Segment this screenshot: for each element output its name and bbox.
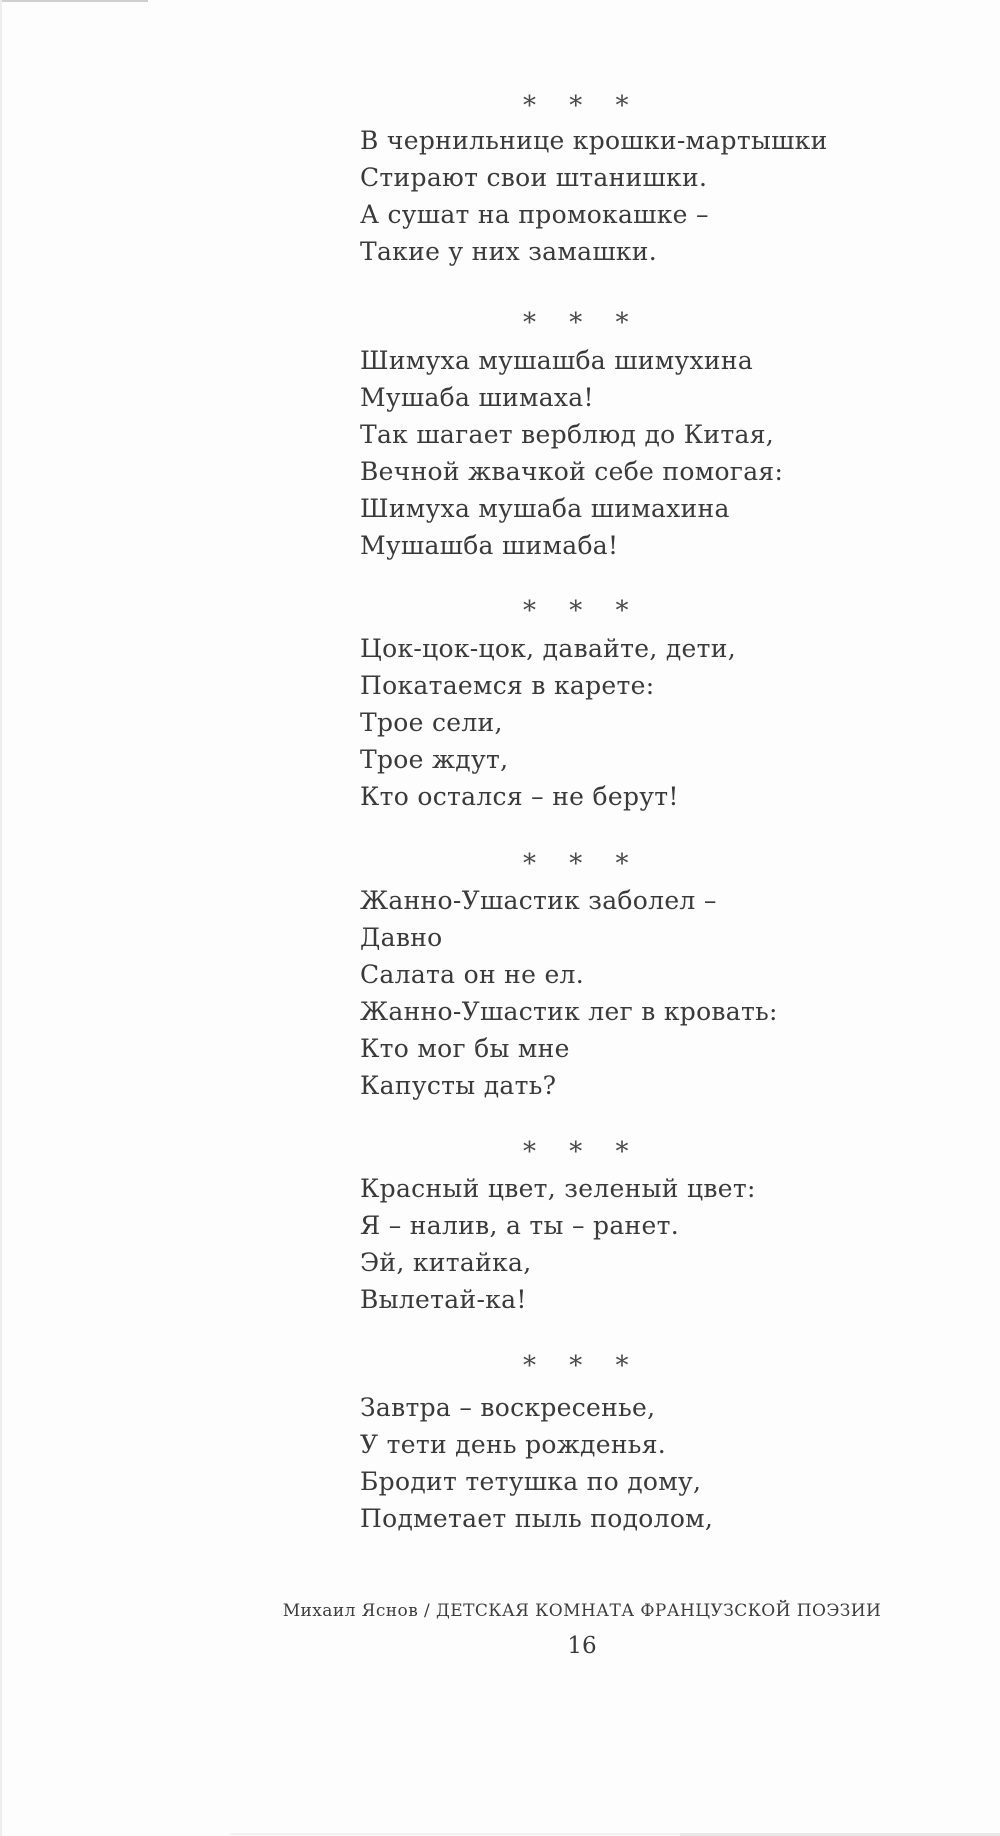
poem-line: Вечной жвачкой себе помогая:	[360, 457, 784, 486]
scan-edge-artifact	[0, 0, 2, 1836]
stanza-separator: * * *	[523, 91, 641, 121]
poem-line: Мушаба шимаха!	[360, 383, 594, 412]
poem-line: В чернильнице крошки-мартышки	[360, 126, 828, 155]
page-number: 16	[567, 1633, 597, 1659]
poem-line: А сушат на промокашке –	[360, 200, 709, 229]
poem-line: Такие у них замашки.	[360, 237, 658, 266]
poem-line: Жанно-Ушастик лег в кровать:	[360, 997, 778, 1026]
stanza-separator: * * *	[523, 1351, 641, 1381]
stanza-separator: * * *	[523, 596, 641, 626]
poem-line: Бродит тетушка по дому,	[360, 1467, 702, 1496]
poem-line: Подметает пыль подолом,	[360, 1504, 714, 1533]
poem-line: Шимуха мушашба шимухина	[360, 346, 754, 375]
stanza	[360, 882, 778, 1104]
stanza	[360, 122, 828, 270]
poem-line: Мушашба шимаба!	[360, 531, 619, 560]
poem-line: Я – налив, а ты – ранет.	[360, 1211, 679, 1240]
poem-line: Так шагает верблюд до Китая,	[360, 420, 775, 449]
poem-line: Жанно-Ушастик заболел –	[360, 886, 717, 915]
stanza	[360, 342, 783, 564]
poem-line: У тети день рожденья.	[360, 1430, 667, 1459]
poem-line: Давно	[360, 923, 443, 952]
stanza-separator: * * *	[523, 1137, 641, 1167]
poem-line: Стирают свои штанишки.	[360, 163, 708, 192]
poem-line: Кто мог бы мне	[360, 1034, 570, 1063]
poem-line: Цок-цок-цок, давайте, дети,	[360, 634, 736, 663]
poem-line: Завтра – воскресенье,	[360, 1393, 656, 1422]
stanza	[360, 1170, 756, 1318]
poem-line: Красный цвет, зеленый цвет:	[360, 1174, 756, 1203]
stanza-separator: * * *	[523, 849, 641, 879]
stanza	[360, 1389, 713, 1537]
running-title: Михаил Яснов / ДЕТСКАЯ КОМНАТА ФРАНЦУЗСКОЙ ПОЭЗИИ	[282, 1601, 882, 1621]
poem-line: Покатаемся в карете:	[360, 671, 655, 700]
poem-line: Трое сели,	[360, 708, 503, 737]
poem-line: Капусты дать?	[360, 1071, 557, 1100]
poem-line: Кто остался – не берут!	[360, 782, 679, 811]
poem-line: Салата он не ел.	[360, 960, 584, 989]
stanza	[360, 630, 736, 815]
poem-line: Вылетай-ка!	[360, 1285, 527, 1314]
poem-line: Трое ждут,	[360, 745, 509, 774]
stanza-separator: * * *	[523, 308, 641, 338]
scan-edge-artifact	[0, 0, 148, 2]
poem-line: Эй, китайка,	[360, 1248, 532, 1277]
poem-line: Шимуха мушаба шимахина	[360, 494, 730, 523]
